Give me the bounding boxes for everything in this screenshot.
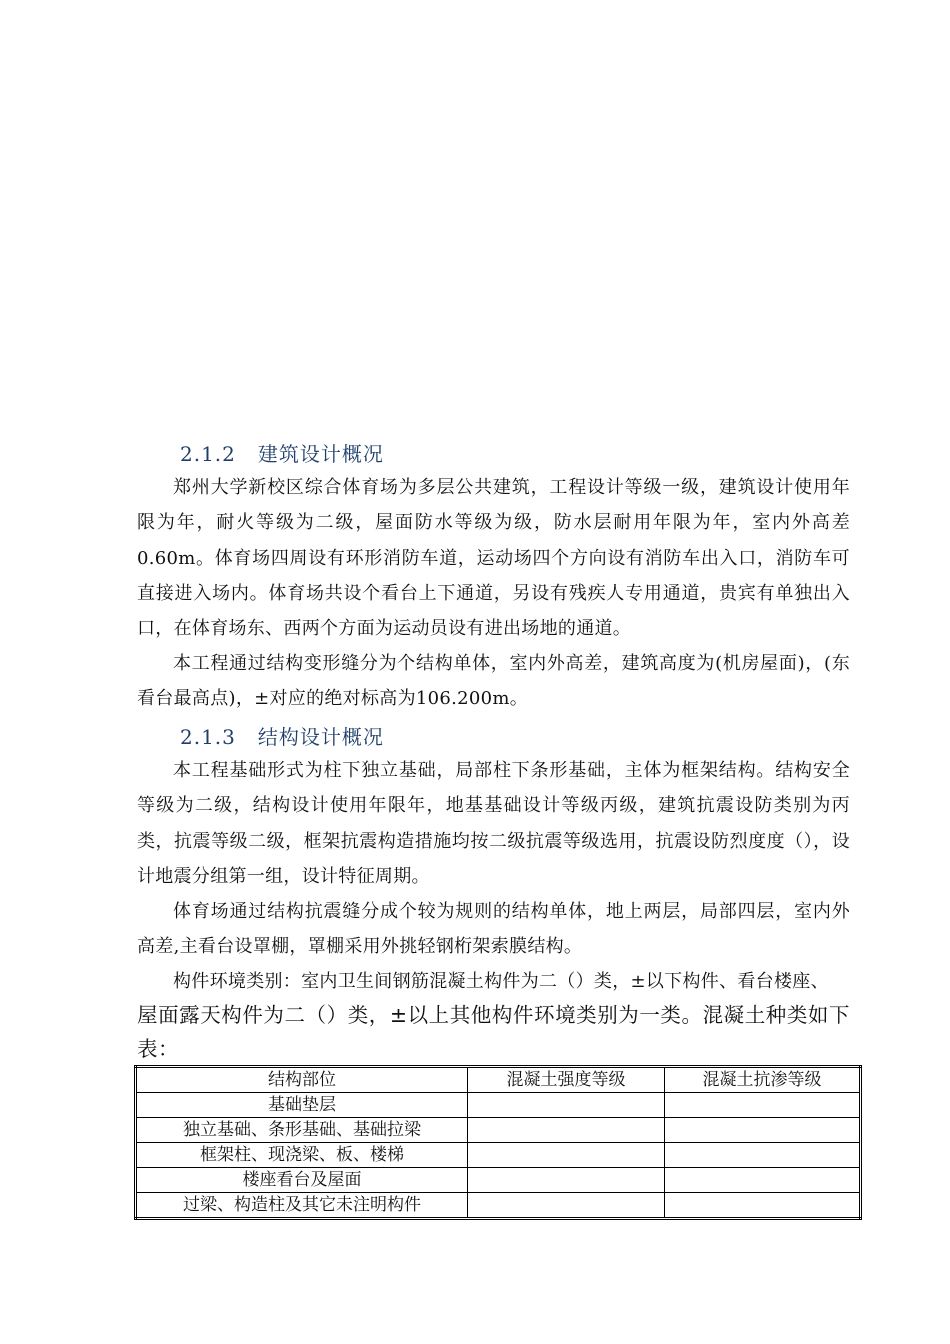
cell-part: 独立基础、条形基础、基础拉梁 xyxy=(136,1118,468,1143)
section-title: 结构设计概况 xyxy=(257,725,384,749)
column-header-part: 结构部位 xyxy=(136,1067,468,1093)
paragraph-seismic-joints: 体育场通过结构抗震缝分成个较为规则的结构单体，地上两层，局部四层，室内外高差,主看台设罩棚，罩棚采用外挑轻钢桁架索膜结构。 xyxy=(137,901,850,958)
table-row xyxy=(136,1193,861,1219)
column-header-strength: 混凝土强度等级 xyxy=(468,1067,665,1093)
table-row xyxy=(136,1118,861,1143)
table-row xyxy=(136,1143,861,1168)
cell-strength xyxy=(468,1143,665,1168)
cell-part: 框架柱、现浇梁、板、楼梯 xyxy=(136,1143,468,1168)
cell-impermeability xyxy=(665,1118,861,1143)
table-row xyxy=(136,1093,861,1118)
cell-strength xyxy=(468,1168,665,1193)
paragraph-environment-class-cont: 屋面露天构件为二（）类，±以上其他构件环境类别为一类。混凝土种类如下表： xyxy=(137,1003,850,1061)
table-header-row xyxy=(136,1067,861,1093)
table-row xyxy=(136,1168,861,1193)
paragraph-environment-class: 构件环境类别：室内卫生间钢筋混凝土构件为二（）类，±以下构件、看台楼座、 xyxy=(173,971,829,992)
section-number: 2.1.3 xyxy=(180,725,236,749)
column-header-impermeability: 混凝土抗渗等级 xyxy=(665,1067,861,1093)
cell-impermeability xyxy=(665,1143,861,1168)
section-number: 2.1.2 xyxy=(180,442,236,466)
section-title: 建筑设计概况 xyxy=(257,442,384,466)
section-heading-2-1-3 xyxy=(180,721,384,750)
cell-impermeability xyxy=(665,1168,861,1193)
cell-part: 过梁、构造柱及其它未注明构件 xyxy=(136,1193,468,1219)
cell-impermeability xyxy=(665,1093,861,1118)
paragraph-building-overview: 郑州大学新校区综合体育场为多层公共建筑，工程设计等级一级，建筑设计使用年限为年，耐火等级为二级，屋面防水等级为级，防水层耐用年限为年，室内外高差0.60m。体育场四周设有环形消防车道，运动场四个方向设有消防车出入口，消防车可直接进入场内。体育场共设个看台上下通道，另设有残疾人专用通道，贵宾有单独出入口，在体育场东、西两个方面为运动员设有进出场地的通道。 xyxy=(137,477,850,640)
cell-part: 楼座看台及屋面 xyxy=(136,1168,468,1193)
cell-strength xyxy=(468,1118,665,1143)
paragraph-structure-units: 本工程通过结构变形缝分为个结构单体，室内外高差，建筑高度为(机房屋面)，(东看台最高点)，±对应的绝对标高为106.200m。 xyxy=(137,653,850,710)
paragraph-foundation: 本工程基础形式为柱下独立基础，局部柱下条形基础，主体为框架结构。结构安全等级为二级，结构设计使用年限年，地基基础设计等级丙级，建筑抗震设防类别为丙类，抗震等级二级，框架抗震构造措施均按二级抗震等级选用，抗震设防烈度度（），设计地震分组第一组，设计特征周期。 xyxy=(137,760,850,887)
cell-strength xyxy=(468,1193,665,1219)
concrete-grade-table xyxy=(134,1065,862,1220)
cell-part: 基础垫层 xyxy=(136,1093,468,1118)
cell-impermeability xyxy=(665,1193,861,1219)
cell-strength xyxy=(468,1093,665,1118)
section-heading-2-1-2 xyxy=(180,438,384,467)
